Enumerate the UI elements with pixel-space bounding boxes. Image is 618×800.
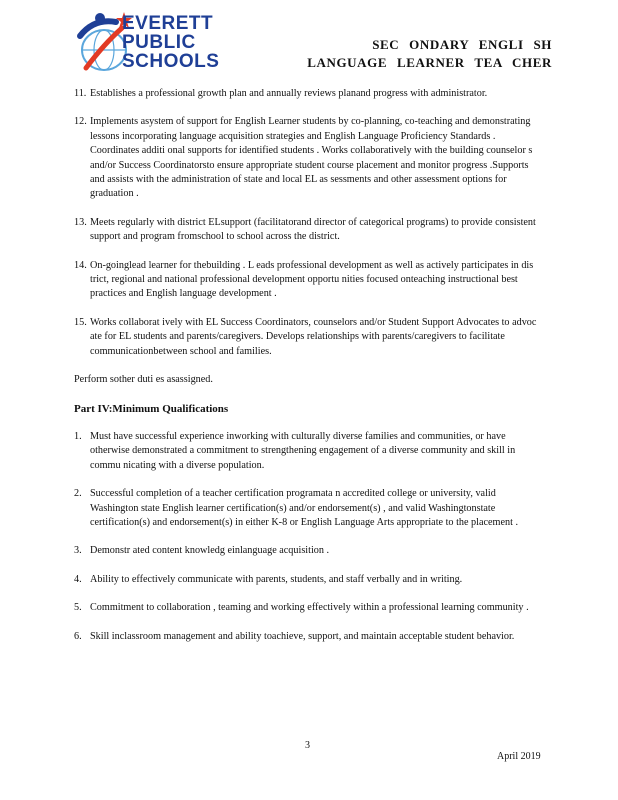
item-number: 12. [74, 116, 87, 128]
district-logo [72, 8, 242, 80]
item-number: 6. [74, 630, 82, 642]
section-heading: Part IV:Minimum Qualifications [74, 402, 229, 415]
list-item [74, 573, 544, 587]
logo-line-1: EVERETT [122, 13, 214, 34]
item-number: 13. [74, 216, 87, 228]
item-text: Meets regularly with district ELsupport (facilitatorand director of categorical programs) to provide consistent support and program fromschool to school across the district. [90, 216, 536, 243]
item-text: Commitment to collaboration , teaming and working effectively within a professional learning community . [90, 602, 529, 614]
list-item [74, 316, 544, 359]
list-item [74, 630, 544, 644]
list-item [74, 115, 544, 201]
item-number: 3. [74, 545, 82, 557]
item-text: Establishes a professional growth plan and annually reviews planand progress with administrator. [90, 88, 488, 99]
item-text: Demonstr ated content knowledg einlanguage acquisition . [90, 545, 330, 557]
item-number: 2. [74, 488, 82, 500]
list-item [74, 601, 544, 615]
item-text: On-goinglead learner for thebuilding . L eads professional development as well as actively participates in dis trict, regional and national professional development opportu nities focused onteaching instructional best practices and English language development . [90, 259, 534, 300]
item-text: Implements asystem of support for English Learner students by co-planning, co-teaching and demonstrating lessons incorporating language acquisition strategies and English Language Proficiency Standards . Coordinates additi onal supports for identified students . Works collaboratively with the building counselor s and/or Success Coordinatorsto ensure appropriate student course placement and monitor progress .Supports and assists with the administration of state and local EL as sessments and other assessment options for graduation . [90, 116, 533, 200]
responsibilities-list [74, 87, 544, 359]
item-number: 11. [74, 88, 87, 99]
item-number: 1. [74, 430, 82, 442]
footer-date: April 2019 [497, 751, 541, 762]
logo-wordmark [122, 14, 219, 71]
logo-line-3: SCHOOLS [122, 51, 220, 72]
list-item [74, 487, 544, 530]
item-number: 15. [74, 316, 87, 328]
list-item [74, 216, 544, 245]
item-number: 5. [74, 602, 82, 614]
item-number: 4. [74, 573, 82, 585]
logo-line-2: PUBLIC [122, 32, 196, 53]
list-item [74, 259, 544, 302]
item-number: 14. [74, 259, 87, 271]
item-text: Successful completion of a teacher certification programata n accredited college or university, valid Washington state English learner certification(s) and/or endorsement(s) , and valid Washingtonstate certification(s) and endorsement(s) in either K-8 or English Language Arts appropriate to the placement . [90, 488, 519, 528]
title-line-1: SEC ONDARY ENGLI SH [372, 37, 552, 52]
qualifications-list [74, 430, 544, 644]
page-number: 3 [305, 740, 310, 751]
list-item [74, 430, 544, 473]
document-title [307, 36, 552, 72]
item-text: Ability to effectively communicate with parents, students, and staff verbally and in writing. [90, 573, 463, 585]
item-text: Skill inclassroom management and ability toachieve, support, and maintain acceptable student behavior. [90, 630, 515, 642]
list-item [74, 87, 544, 101]
list-item [74, 544, 544, 558]
document-body [74, 87, 544, 644]
title-line-2: LANGUAGE LEARNER TEA CHER [307, 55, 552, 70]
other-duties-text: Perform sother duti es asassigned. [74, 374, 213, 386]
item-text: Must have successful experience inworking with culturally diverse families and communities, or have otherwise demonstrated a commitment to strengthening engagement of a diverse community and skill in commu nicating with a diverse population. [90, 430, 516, 471]
item-text: Works collaborat ively with EL Success Coordinators, counselors and/or Student Support Advocates to advoc ate for EL students and parents/caregivers. Develops relationships with parents/caregivers to facilitate communicationbetween school and families. [90, 316, 537, 357]
